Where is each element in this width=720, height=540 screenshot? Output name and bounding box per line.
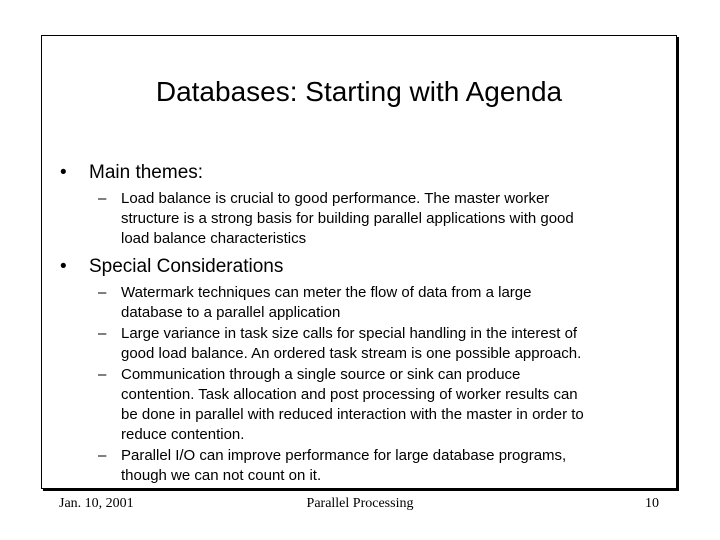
sub-item-line: reduce contention. xyxy=(121,426,245,443)
slide-content xyxy=(60,162,660,486)
sub-item-line: structure is a strong basis for building parallel applications with good xyxy=(121,210,574,227)
sub-item-line: Parallel I/O can improve performance for large database programs, xyxy=(121,447,567,464)
dash-mark: – xyxy=(98,325,107,342)
bullet-text: Main themes: xyxy=(89,162,204,183)
sub-item-line: database to a parallel application xyxy=(121,304,341,321)
sub-item-task-variance xyxy=(60,324,660,364)
footer-course: Parallel Processing xyxy=(306,496,414,511)
bullet-special-considerations xyxy=(60,256,660,278)
sub-item-line: Communication through a single source or sink can produce xyxy=(121,366,521,383)
dash-mark: – xyxy=(98,190,107,207)
bullet-text: Special Considerations xyxy=(89,256,284,277)
sub-item-line: load balance characteristics xyxy=(121,230,307,247)
slide-frame xyxy=(41,35,677,489)
sub-item-parallel-io xyxy=(60,446,660,486)
sub-item-line: Watermark techniques can meter the flow of data from a large xyxy=(121,284,532,301)
bullet-main-themes xyxy=(60,162,660,184)
sub-item-watermark xyxy=(60,283,660,323)
footer-page-number: 10 xyxy=(645,496,659,511)
dash-mark: – xyxy=(98,284,107,301)
bullet-mark: • xyxy=(60,256,67,277)
sub-list-main-themes xyxy=(60,189,660,249)
sub-item-line: Large variance in task size calls for special handling in the interest of xyxy=(121,325,578,342)
footer-date: Jan. 10, 2001 xyxy=(59,496,134,511)
dash-mark: – xyxy=(98,366,107,383)
bullet-mark: • xyxy=(60,162,67,183)
dash-mark: – xyxy=(98,447,107,464)
sub-item-load-balance xyxy=(60,189,660,249)
sub-item-line: contention. Task allocation and post processing of worker results can xyxy=(121,386,578,403)
sub-list-special-considerations xyxy=(60,283,660,486)
sub-item-line: Load balance is crucial to good performance. The master worker xyxy=(121,190,550,207)
sub-item-communication xyxy=(60,365,660,445)
sub-item-line: though we can not count on it. xyxy=(121,467,322,484)
slide-title: Databases: Starting with Agenda xyxy=(155,76,563,107)
sub-item-line: be done in parallel with reduced interaction with the master in order to xyxy=(121,406,584,423)
sub-item-line: good load balance. An ordered task stream is one possible approach. xyxy=(121,345,582,362)
